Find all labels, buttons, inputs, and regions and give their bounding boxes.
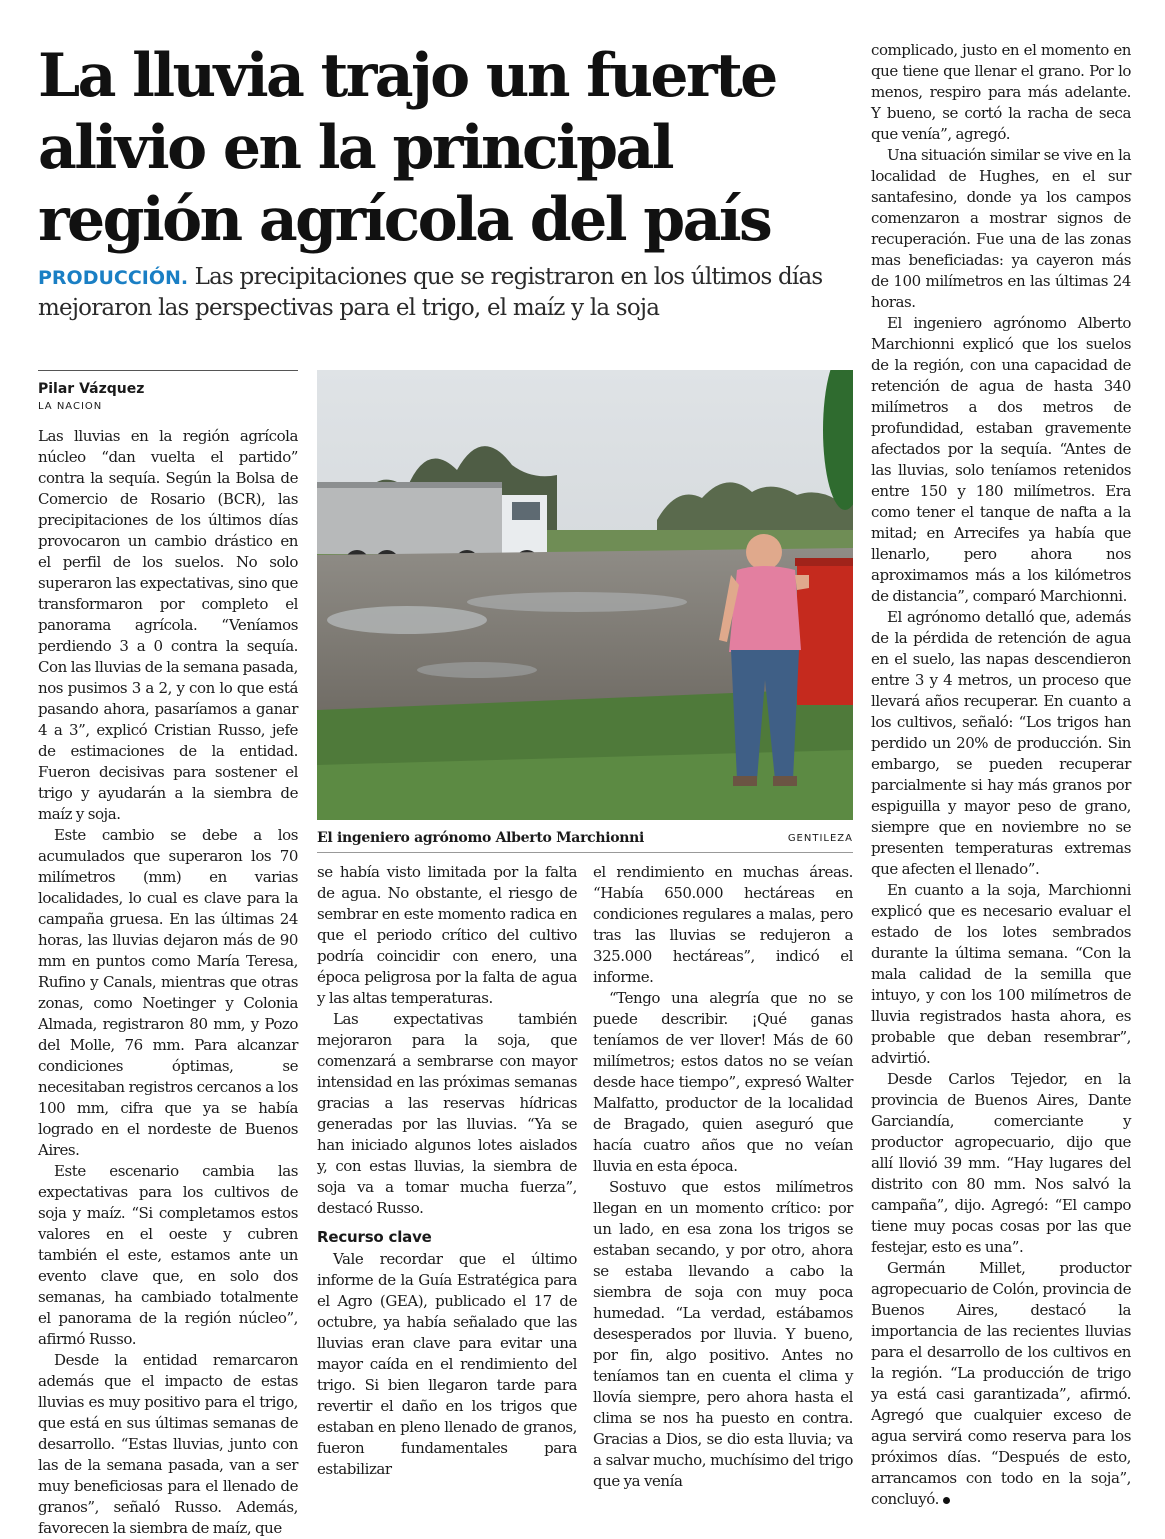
headline: La lluvia trajo un fuerte alivio en la principal región agrícola del país — [38, 41, 776, 255]
byline — [38, 380, 298, 414]
byline-rule — [38, 370, 298, 371]
paragraph: Las expectativas también mejoraron para la soja, que comenzará a sembrarse con mayor intensidad en las próximas semanas gracias a las reservas hídricas generadas por las lluvias. “Ya se han iniciado algunos lotes aislados y, con estas lluvias, la siembra de soja va a tomar mucha fuerza”, destacó Russo. — [317, 1010, 577, 1217]
paragraph: Sostuvo que estos milímetros llegan en un momento crítico: por un lado, en esa zona los trigos se estaban secando, y por otro, ahora se estaba llevando a cabo la siembra de soja con muy poca humedad. “La verdad, estábamos desesperados por lluvia. Y bueno, por fin, algo positivo. Antes no teníamos tan en cuenta el clima y llovía siempre, pero ahora hasta el clima se nos ha puesto en contra. Gracias a Dios, se dio esta lluvia; va a salvar mucho, muchísimo del trigo que ya venía — [593, 1178, 853, 1490]
photo-caption-bar — [317, 826, 853, 850]
paragraph: Desde la entidad remarcaron además que el impacto de estas lluvias es muy positivo para el trigo, que está en sus últimas semanas de desarrollo. “Estas lluvias, junto con las de la semana pasada, van a ser muy beneficiosas para el llenado de granos”, señaló Russo. Además, favorecen la siembra de maíz, que — [38, 1351, 298, 1537]
photo-caption: El ingeniero agrónomo Alberto Marchionni — [317, 830, 645, 846]
dek — [38, 262, 838, 323]
article-column-1 — [38, 426, 298, 1539]
dek-kicker: PRODUCCIÓN. — [38, 267, 189, 289]
paragraph — [871, 1258, 1131, 1510]
dek-text: Las precipitaciones que se registraron en los últimos días mejoraron las perspectivas para el trigo, el maíz y la soja — [38, 264, 823, 321]
paragraph: Vale recordar que el último informe de la Guía Estratégica para el Agro (GEA), publicado el 17 de octubre, ya había señalado que las lluvias eran clave para evitar una mayor caída en el rendimiento del trigo. Si bien llegaron tarde para revertir el daño en los trigos que estaban en pleno llenado de granos, fueron fundamentales para estabilizar — [317, 1250, 577, 1478]
caption-rule — [317, 852, 853, 853]
paragraph: se había visto limitada por la falta de agua. No obstante, el riesgo de sembrar en este momento radica en que el periodo crítico del cultivo podría coincidir con enero, una época peligrosa por la falta de agua y las altas temperaturas. — [317, 863, 577, 1007]
photo-credit: GENTILEZA — [787, 832, 853, 844]
paragraph: En cuanto a la soja, Marchionni explicó que es necesario evaluar el estado de los lotes sembrados durante la última semana. “Con la mala calidad de la semilla que intuyo, y con los 100 milímetros de lluvia registrados hasta ahora, es probable que deban resembrar”, advirtió. — [871, 881, 1131, 1067]
article-column-4 — [871, 40, 1131, 1510]
paragraph: “Tengo una alegría que no se puede describir. ¡Qué ganas teníamos de ver llover! Más de 60 milímetros; estos datos no se veían desde hace tiempo”, expresó Walter Malfatto, productor de la localidad de Bragado, quien aseguró que hacía cuatro años que no veían lluvia en esta época. — [593, 989, 853, 1175]
subhead: Recurso clave — [317, 1228, 432, 1246]
paragraph: complicado, justo en el momento en que tiene que llenar el grano. Por lo menos, respiro para más adelante. Y bueno, se cortó la racha de seca que venía”, agregó. — [871, 41, 1131, 143]
article-photo — [317, 370, 853, 820]
paragraph: Desde Carlos Tejedor, en la provincia de Buenos Aires, Dante Garciandía, comerciante y productor agropecuario, dijo que allí llovió 39 mm. “Hay lugares del distrito con 80 mm. Nos salvó la campaña”, dijo. Agregó: “El campo tiene muy pocas cosas por las que festejar, esto es una”. — [871, 1070, 1131, 1256]
paragraph-text: Germán Millet, productor agropecuario de Colón, provincia de Buenos Aires, destacó la importancia de las recientes lluvias para el desarrollo de los cultivos en la región. “La producción de trigo ya está casi garantizada”, afirmó. Agregó que cualquier exceso de agua servirá como reserva para los próximos días. “Después de esto, arrancamos con todo en la soja”, concluyó. — [871, 1259, 1131, 1508]
byline-outlet: LA NACION — [38, 401, 103, 412]
article-column-2 — [317, 862, 577, 1480]
paragraph: El agrónomo detalló que, además de la pérdida de retención de agua en el suelo, las napas descendieron entre 3 y 4 metros, un proceso que llevará años recuperar. En cuanto a los cultivos, señaló: “Los trigos han perdido un 20% de producción. Sin embargo, se pueden recuperar parcialmente si hay más granos por espiguilla y mayor peso de grano, siempre que en noviembre no se presenten temperaturas extremas que afecten el llenado”. — [871, 608, 1131, 878]
byline-author: Pilar Vázquez — [38, 381, 145, 397]
article-column-3 — [593, 862, 853, 1492]
paragraph: Este cambio se debe a los acumulados que superaron los 70 milímetros (mm) en varias localidades, lo cual es clave para la campaña gruesa. En las últimas 24 horas, las lluvias dejaron más de 90 mm en puntos como María Teresa, Rufino y Canals, mientras que otras zonas, como Noetinger y Colonia Almada, registraron 80 mm, y Pozo del Molle, 76 mm. Para alcanzar condiciones óptimas, se necesitaban registros cercanos a los 100 mm, cifra que ya se había logrado en el nordeste de Buenos Aires. — [38, 826, 298, 1159]
paragraph: El ingeniero agrónomo Alberto Marchionni explicó que los suelos de la región, con una capacidad de retención de agua de hasta 340 milímetros a dos metros de profundidad, estaban gravemente afectados por la sequía. “Antes de las lluvias, solo teníamos retenidos entre 150 y 180 milímetros. Era como tener el tanque de nafta a la mitad; en Arrecifes ya había que llenarlo, pero ahora nos aproximamos más a los kilómetros de distancia”, comparó Marchionni. — [871, 314, 1131, 605]
paragraph: Las lluvias en la región agrícola núcleo “dan vuelta el partido” contra la sequía. Según la Bolsa de Comercio de Rosario (BCR), las precipitaciones de los últimos días provocaron un cambio drástico en el perfil de los suelos. No solo superaron las expectativas, sino que transformaron por completo el panorama agrícola. “Veníamos perdiendo 3 a 0 contra la sequía. Con las lluvias de la semana pasada, nos pusimos 3 a 2, y con lo que está pasando ahora, pasaríamos a ganar 4 a 3”, explicó Cristian Russo, jefe de estimaciones de la entidad. Fueron decisivas para sostener el trigo y ayudarán a la siembra de maíz y soja. — [38, 427, 298, 823]
end-mark-icon — [943, 1497, 950, 1504]
paragraph: el rendimiento en muchas áreas. “Había 650.000 hectáreas en condiciones regulares a malas, pero tras las lluvias se redujeron a 325.000 hectáreas”, indicó el informe. — [593, 863, 853, 986]
paragraph: Este escenario cambia las expectativas para los cultivos de soja y maíz. “Si completamos estos valores en el oeste y cubren también el este, estamos ante un evento clave que, en solo dos semanas, ha cambiado totalmente el panorama de la región núcleo”, afirmó Russo. — [38, 1162, 298, 1348]
paragraph: Una situación similar se vive en la localidad de Hughes, en el sur santafesino, donde ya los campos comenzaron a mostrar signos de recuperación. Fue una de las zonas mas beneficiadas: ya cayeron más de 100 milímetros en las últimas 24 horas. — [871, 146, 1131, 311]
